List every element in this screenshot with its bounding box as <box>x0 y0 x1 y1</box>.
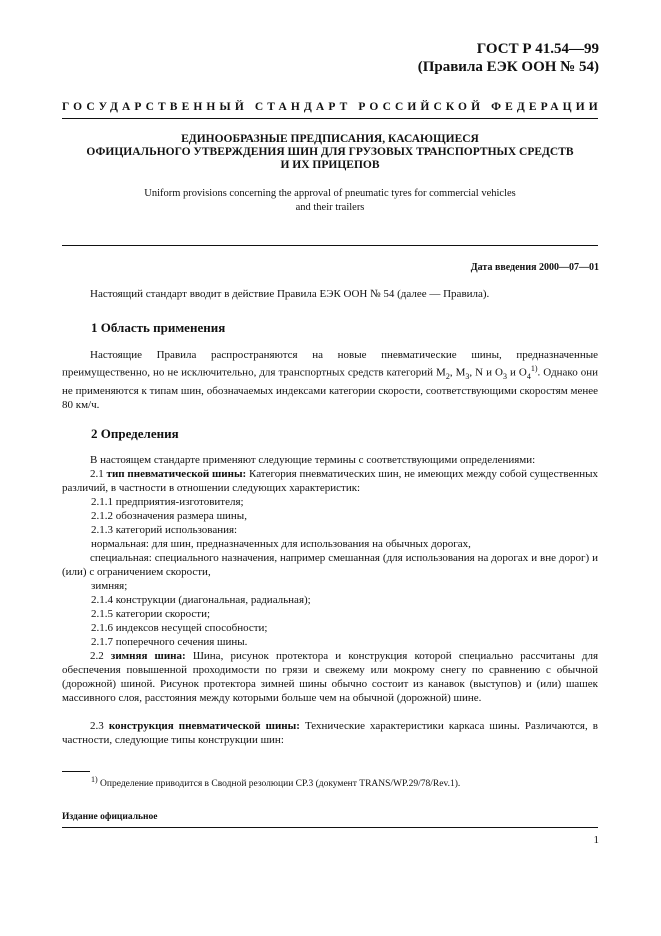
footnote-reference: 1) <box>530 364 538 373</box>
title-line: ЕДИНООБРАЗНЫЕ ПРЕДПИСАНИЯ, КАСАЮЩИЕСЯ <box>181 133 479 145</box>
title-rule <box>62 245 598 246</box>
standard-alt-number: (Правила ЕЭК ООН № 54) <box>417 59 599 75</box>
subtitle-line: Uniform provisions concerning the approval of pneumatic tyres for commercial vehicles <box>144 188 516 199</box>
english-title <box>62 187 598 215</box>
subtitle-line: and their trailers <box>295 202 365 213</box>
title-line: И ИХ ПРИЦЕПОВ <box>280 159 380 171</box>
standard-number: ГОСТ Р 41.54—99 <box>476 41 599 57</box>
list-item: нормальная: для шин, предназначенных для использования на обычных дорогах, <box>91 538 471 550</box>
list-item: 2.1.1 предприятия-изготовителя; <box>91 496 244 508</box>
definition-2-1: 2.1 тип пневматической шины: Категория пневматических шин, не имеющих между собой существенных различий, в частности в отношении следующих характеристик: <box>62 468 599 494</box>
list-item: 2.1.3 категорий использования: <box>91 524 238 536</box>
official-edition-label: Издание официальное <box>62 812 158 822</box>
list-item: специальная: специального назначения, например смешанная (для использования на дорогах и вне дорог) и (или) с ограничением скорости, <box>62 552 598 578</box>
bottom-rule <box>62 827 598 828</box>
section-1-heading: 1 Область применения <box>91 320 226 335</box>
list-item: 2.1.4 конструкции (диагональная, радиальная); <box>91 594 311 606</box>
section-2-intro: В настоящем стандарте применяют следующие термины с соответствующими определениями: <box>90 454 536 466</box>
section-2-heading: 2 Определения <box>91 426 179 441</box>
definition-2-2: 2.2 зимняя шина: Шина, рисунок протектора и конструкция которой специально рассчитаны для обеспечения повышенной проходимости по грязи и свежему или мокрому снегу по сравнению с обычной (дорожной) шиной. Рисунок протектора зимней шины обычно состоит из канавок (выступов) и (или) шашек массивного слоя, расстояния между которыми больше чем на обычной (дорожной) шине. <box>62 650 599 704</box>
date-of-introduction: Дата введения 2000—07—01 <box>470 262 599 273</box>
list-item: зимняя; <box>91 580 128 592</box>
list-item: 2.1.5 категории скорости; <box>91 608 211 620</box>
list-item: 2.1.6 индексов несущей способности; <box>91 622 268 634</box>
top-rule <box>62 118 598 119</box>
page-number: 1 <box>593 834 599 846</box>
list-item: 2.1.2 обозначения размера шины, <box>91 510 247 522</box>
footnote: $^{1)}$ Определение приводится в Сводной резолюции СР.3 (документ TRANS/WP.29/78/Rev.1). <box>91 775 461 790</box>
footnote-rule <box>62 771 90 772</box>
definition-2-3: 2.3 конструкция пневматической шины: Технические характеристики каркаса шины. Различаются, в частности, следующие типы конструкции шин: <box>62 720 599 746</box>
state-standard-heading: ГОСУДАРСТВЕННЫЙ СТАНДАРТ РОССИЙСКОЙ ФЕДЕРАЦИИ <box>62 101 602 113</box>
section-1-paragraph: Настоящие Правила распространяются на новые пневматические шины, предназначенные преимущественно, но не исключительно, для транспортных средств категорий $M_2$, $M_3$, N и $O_3$ и $O_4^{1)}$. Однако они не применяются к типам шин, обозначаемых индексами категории скорости, соответствующими скоростям менее 80 км/ч. <box>62 349 599 411</box>
standard-code <box>418 40 599 76</box>
list-item: 2.1.7 поперечного сечения шины. <box>91 636 248 648</box>
document-title <box>62 133 598 172</box>
title-line: ОФИЦИАЛЬНОГО УТВЕРЖДЕНИЯ ШИН ДЛЯ ГРУЗОВЫХ ТРАНСПОРТНЫХ СРЕДСТВ <box>86 146 574 158</box>
intro-paragraph: Настоящий стандарт вводит в действие Правила ЕЭК ООН № 54 (далее — Правила). <box>90 288 490 300</box>
